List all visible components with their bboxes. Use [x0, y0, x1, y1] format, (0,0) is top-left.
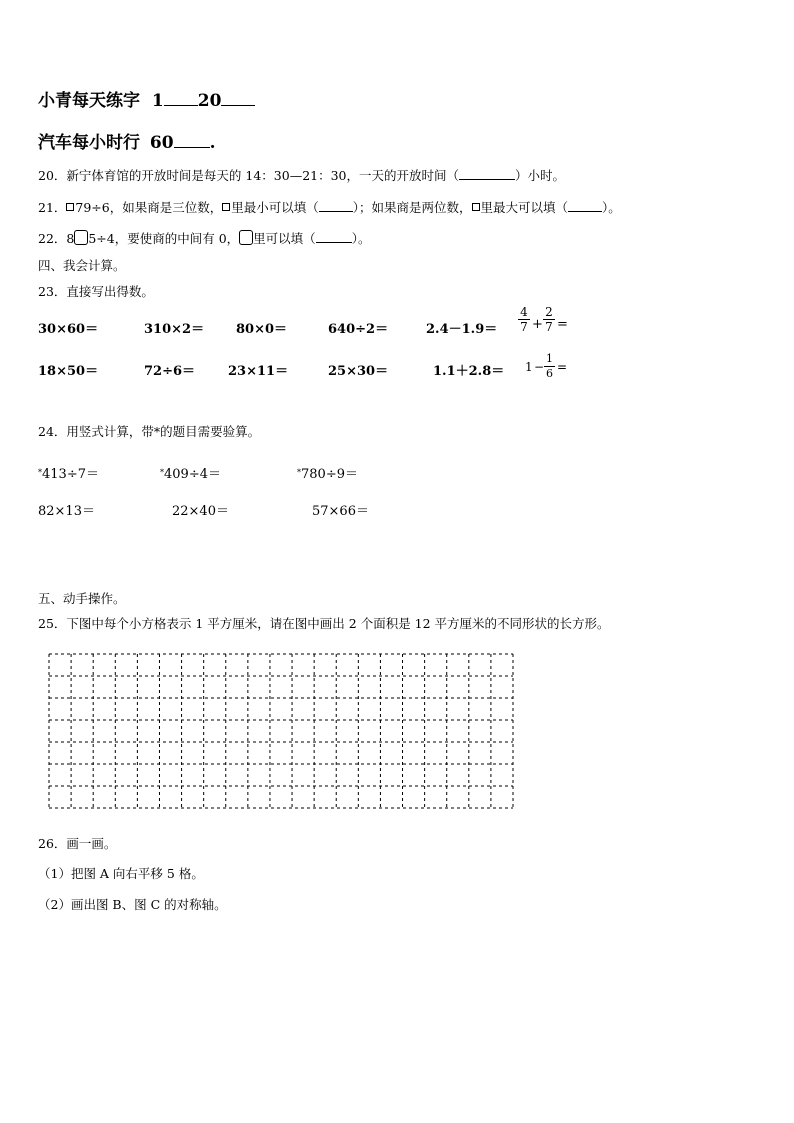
header-line-2-suffix: . — [209, 133, 216, 153]
question-24-title: 24．用竖式计算，带*的题目需要验算。 — [38, 424, 261, 439]
answer-blank[interactable] — [316, 242, 352, 243]
header-line-1-num1: 1 — [151, 91, 164, 111]
dashed-square-grid[interactable] — [48, 653, 514, 809]
rounded-box-placeholder — [74, 230, 88, 245]
calc-item: 57×66＝ — [312, 504, 369, 519]
equals-sign: = — [557, 360, 568, 374]
question-22-text-c: ）。 — [351, 231, 371, 246]
question-26-title: 26．画一画。 — [38, 836, 117, 851]
header-line-2-prefix: 汽车每小时行 — [38, 133, 140, 153]
calc-item-starred — [160, 463, 221, 482]
calc-item: 409÷4＝ — [164, 467, 221, 482]
answer-blank[interactable] — [319, 211, 353, 212]
calc-item-starred — [38, 463, 99, 482]
question-22-text-b: 里可以填（ — [253, 231, 316, 246]
calc-item: 640÷2＝ — [328, 322, 389, 337]
section-5-heading: 五、动手操作。 — [38, 591, 126, 606]
question-21-text-b: 里最小可以填（ — [231, 200, 319, 215]
star-marker: * — [160, 468, 164, 477]
question-26-item-1: （1）把图 A 向右平移 5 格。 — [38, 866, 204, 881]
numerator: 2 — [545, 305, 553, 319]
question-22-text-a: 5÷4，要使商的中间有 0， — [88, 231, 240, 246]
header-line-2 — [38, 128, 216, 153]
calc-item: 310×2＝ — [144, 322, 205, 337]
square-placeholder — [66, 203, 74, 211]
square-placeholder — [472, 203, 480, 211]
question-26-item-2: （2）画出图 B、图 C 的对称轴。 — [38, 897, 227, 912]
header-line-1-num2: 20 — [197, 91, 222, 111]
question-21-number: 21． — [38, 200, 67, 215]
question-21-text-a: 79÷6，如果商是三位数， — [75, 200, 223, 215]
header-line-1-prefix: 小青每天练字 — [38, 91, 140, 111]
equals-sign: = — [557, 317, 568, 332]
question-20-text: 20．新宁体育馆的开放时间是每天的 14：30—21：30，一天的开放时间（ — [38, 168, 460, 183]
star-marker: * — [38, 468, 42, 477]
square-placeholder — [222, 203, 230, 211]
calc-item: 18×50＝ — [38, 364, 99, 379]
calc-item: 413÷7＝ — [42, 467, 99, 482]
fraction-4-7 — [518, 305, 530, 334]
question-21-text-e: ）。 — [602, 200, 621, 215]
answer-blank[interactable] — [221, 105, 255, 106]
header-line-1 — [38, 86, 255, 111]
answer-blank[interactable] — [459, 179, 515, 180]
answer-blank[interactable] — [568, 211, 602, 212]
calc-item: 25×30＝ — [328, 364, 389, 379]
calc-item: 80×0＝ — [236, 322, 288, 337]
section-4-heading: 四、我会计算。 — [38, 258, 126, 273]
calc-item: 23×11＝ — [228, 364, 289, 379]
numerator: 4 — [520, 305, 528, 319]
denominator: 7 — [520, 320, 528, 334]
question-21-text-d: 里最大可以填（ — [480, 200, 569, 215]
calc-item: 1.1＋2.8＝ — [433, 364, 505, 379]
question-21 — [38, 198, 621, 216]
numerator: 1 — [546, 352, 553, 365]
answer-blank[interactable] — [174, 147, 210, 148]
calc-item: 2.4－1.9＝ — [426, 322, 498, 337]
question-22 — [38, 229, 370, 247]
denominator: 6 — [546, 367, 553, 380]
question-20 — [38, 166, 565, 184]
fraction-2-7 — [543, 305, 555, 334]
calc-item-starred — [297, 463, 358, 482]
calc-item: 22×40＝ — [172, 504, 229, 519]
header-line-2-num: 60 — [149, 133, 174, 153]
minus-sign: − — [534, 360, 545, 374]
calc-item: 72÷6＝ — [144, 364, 196, 379]
plus-sign: + — [532, 317, 543, 332]
question-21-text-c: ）；如果商是两位数， — [352, 200, 472, 215]
denominator: 7 — [545, 320, 553, 334]
calc-item: 780÷9＝ — [301, 467, 358, 482]
question-25-title: 25．下图中每个小方格表示 1 平方厘米，请在图中画出 2 个面积是 12 平方厘米的不同形状的长方形。 — [38, 616, 610, 631]
star-marker: * — [297, 468, 301, 477]
question-23-title: 23．直接写出得数。 — [38, 284, 154, 299]
fraction-1-6 — [544, 352, 555, 381]
whole-number: 1 — [525, 360, 533, 374]
calc-item: 82×13＝ — [38, 504, 95, 519]
question-22-number: 22．8 — [38, 231, 75, 246]
rounded-box-placeholder — [239, 230, 253, 245]
calc-item: 30×60＝ — [38, 322, 99, 337]
question-20-end: ）小时。 — [515, 168, 566, 183]
answer-blank[interactable] — [164, 105, 198, 106]
